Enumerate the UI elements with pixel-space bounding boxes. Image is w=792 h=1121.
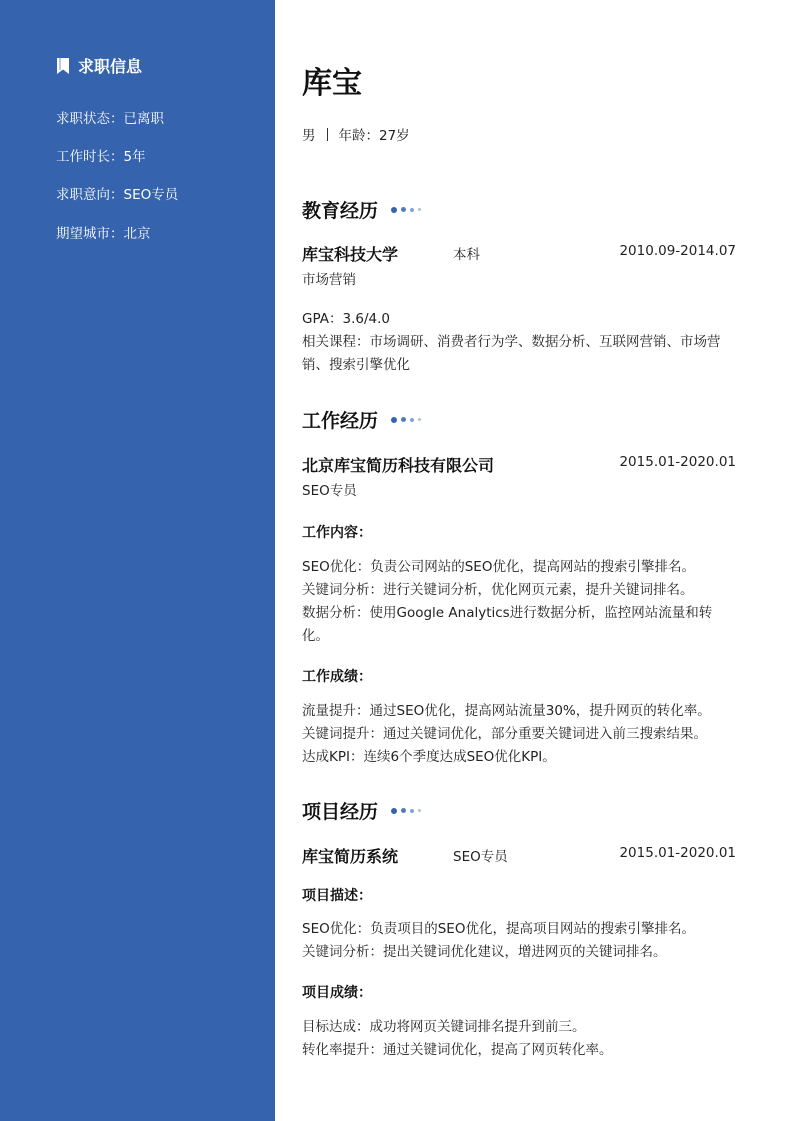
education-date: 2010.09-2014.07 — [619, 243, 736, 259]
sidebar — [0, 0, 275, 1121]
project-desc-line: SEO优化：负责项目的SEO优化，提高项目网站的搜索引擎排名。 — [302, 921, 695, 937]
candidate-name: 库宝 — [302, 66, 362, 101]
project-results-title: 项目成绩： — [302, 985, 372, 1001]
basic-info — [302, 124, 410, 144]
gender: 男 — [302, 128, 316, 144]
work-content-line: 化。 — [302, 628, 329, 644]
position: SEO专员 — [302, 483, 357, 499]
sidebar-title-text: 求职信息 — [78, 57, 143, 76]
work-result-line: 流量提升：通过SEO优化，提高网站流量30%，提升网页的转化率。 — [302, 703, 711, 719]
dots-decoration — [391, 808, 421, 814]
gpa: GPA：3.6/4.0 — [302, 311, 390, 327]
courses-line-2: 销、搜索引擎优化 — [302, 357, 410, 373]
work-results-title: 工作成绩： — [302, 669, 372, 685]
project-date: 2015.01-2020.01 — [619, 845, 736, 861]
company-name: 北京库宝简历科技有限公司 — [302, 456, 495, 475]
project-desc-title: 项目描述： — [302, 888, 372, 904]
project-desc-line: 关键词分析：提出关键词优化建议，增进网页的关键词排名。 — [302, 944, 667, 960]
project-role: SEO专员 — [453, 849, 508, 865]
project-name: 库宝简历系统 — [302, 847, 399, 866]
major: 市场营销 — [302, 272, 356, 288]
dots-decoration — [391, 207, 421, 213]
school-name: 库宝科技大学 — [302, 245, 399, 264]
divider — [327, 128, 328, 141]
bookmark-icon — [56, 58, 70, 74]
work-content-line: 数据分析：使用Google Analytics进行数据分析，监控网站流量和转 — [302, 605, 713, 621]
work-result-line: 达成KPI：连续6个季度达成SEO优化KPI。 — [302, 749, 556, 765]
job-status: 求职状态：已离职 — [56, 111, 164, 127]
project-result-line: 转化率提升：通过关键词优化，提高了网页转化率。 — [302, 1042, 613, 1058]
age: 年龄：27岁 — [338, 128, 410, 144]
section-title-work: 工作经历 — [302, 406, 421, 433]
work-content-line: SEO优化：负责公司网站的SEO优化，提高网站的搜索引擎排名。 — [302, 559, 695, 575]
work-result-line: 关键词提升：通过关键词优化，部分重要关键词进入前三搜索结果。 — [302, 726, 707, 742]
courses-line-1: 相关课程：市场调研、消费者行为学、数据分析、互联网营销、市场营 — [302, 334, 721, 350]
dots-decoration — [391, 417, 421, 423]
work-content-line: 关键词分析：进行关键词分析，优化网页元素，提升关键词排名。 — [302, 582, 694, 598]
work-date: 2015.01-2020.01 — [619, 454, 736, 470]
section-title-education: 教育经历 — [302, 196, 421, 223]
section-title-project: 项目经历 — [302, 797, 421, 824]
expected-city: 期望城市：北京 — [56, 226, 151, 242]
degree: 本科 — [453, 247, 480, 263]
job-intention: 求职意向：SEO专员 — [56, 187, 179, 203]
work-content-title: 工作内容： — [302, 525, 372, 541]
sidebar-title — [56, 54, 142, 77]
work-duration: 工作时长：5年 — [56, 149, 146, 165]
project-result-line: 目标达成：成功将网页关键词排名提升到前三。 — [302, 1019, 586, 1035]
